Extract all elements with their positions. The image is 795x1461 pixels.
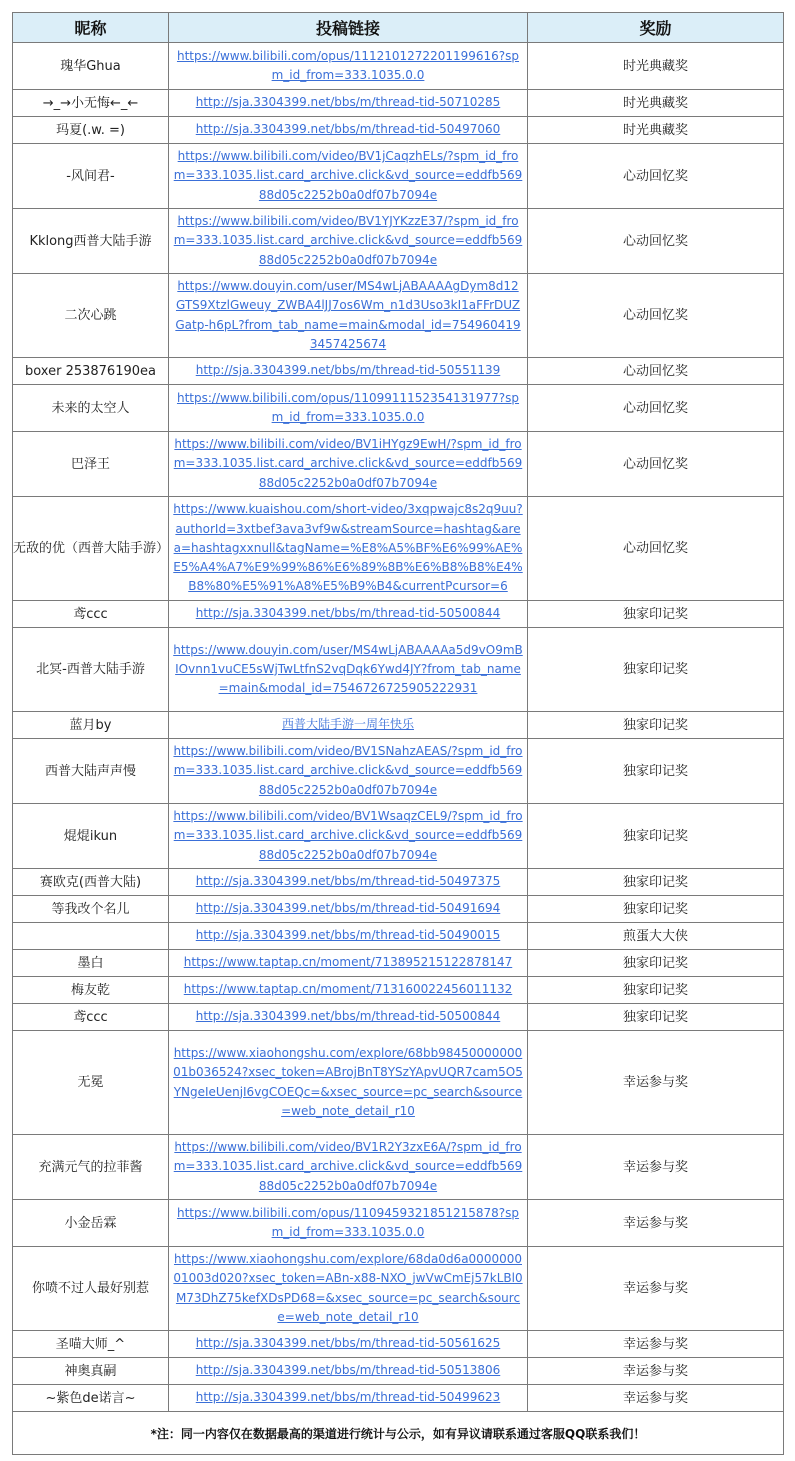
link-cell [169, 274, 528, 358]
award-cell: 心动回忆奖 [528, 497, 784, 601]
nickname-cell: boxer 253876190ea [13, 358, 169, 385]
table-header-row [13, 13, 784, 43]
award-cell: 心动回忆奖 [528, 385, 784, 432]
table-row [13, 977, 784, 1004]
nickname-cell: 瑰华Ghua [13, 43, 169, 90]
award-cell: 时光典藏奖 [528, 117, 784, 144]
link-cell [169, 923, 528, 950]
link-cell [169, 144, 528, 209]
nickname-cell: 墨白 [13, 950, 169, 977]
award-cell: 幸运参与奖 [528, 1135, 784, 1200]
submission-link[interactable]: https://www.douyin.com/user/MS4wLjABAAAAgDym8d12GTS9XtzlGweuy_ZWBA4lJJ7os6Wm_n1d3Uso3kI1aFFrDUZGatp-h6pL?from_tab_name=main&modal_id=7549604193457425674 [175, 278, 521, 351]
link-cell [169, 1031, 528, 1135]
nickname-cell: 梅友乾 [13, 977, 169, 1004]
nickname-cell: 鸢ccc [13, 601, 169, 628]
nickname-cell: 巴泽王 [13, 432, 169, 497]
submission-link[interactable]: https://www.bilibili.com/video/BV1WsaqzCEL9/?spm_id_from=333.1035.list.card_archive.click&vd_source=eddfb56988d05c2252b0a0df07b7094e [173, 809, 523, 862]
link-cell [169, 497, 528, 601]
award-cell: 独家印记奖 [528, 712, 784, 739]
table-row [13, 628, 784, 712]
link-cell [169, 1331, 528, 1358]
nickname-cell: 赛欧克(西普大陆) [13, 869, 169, 896]
link-cell [169, 712, 528, 739]
submission-link[interactable]: http://sja.3304399.net/bbs/m/thread-tid-50490015 [195, 928, 501, 943]
link-cell [169, 1247, 528, 1331]
award-cell: 心动回忆奖 [528, 209, 784, 274]
submission-link[interactable]: 西普大陆手游一周年快乐 [281, 717, 414, 732]
award-cell: 独家印记奖 [528, 601, 784, 628]
table-row [13, 209, 784, 274]
nickname-cell: 等我改个名儿 [13, 896, 169, 923]
winners-table [12, 12, 784, 1455]
nickname-cell: →_→小无悔←_← [13, 90, 169, 117]
table-row [13, 358, 784, 385]
award-cell: 独家印记奖 [528, 1004, 784, 1031]
submission-link[interactable]: https://www.taptap.cn/moment/713160022456011132 [183, 982, 513, 997]
award-cell: 幸运参与奖 [528, 1031, 784, 1135]
submission-link[interactable]: https://www.kuaishou.com/short-video/3xqpwajc8s2q9uu?authorId=3xtbef3ava3vf9w&streamSource=hashtag&area=hashtagxxnull&tagName=%E8%A5%BF%E6%99%AE%E5%A4%A7%E9%99%86%E6%89%8B%E6%B8%B8%E4%B8%80%E5%91%A8%E5%B9%B4&currentPcursor=6 [173, 502, 523, 594]
submission-link[interactable]: http://sja.3304399.net/bbs/m/thread-tid-50513806 [195, 1363, 501, 1378]
table-row [13, 1031, 784, 1135]
column-header-award: 奖励 [528, 13, 784, 43]
nickname-cell: 你喷不过人最好别惹 [13, 1247, 169, 1331]
award-cell: 幸运参与奖 [528, 1331, 784, 1358]
submission-link[interactable]: https://www.bilibili.com/opus/1109459321851215878?spm_id_from=333.1035.0.0 [176, 1205, 520, 1239]
table-row [13, 432, 784, 497]
nickname-cell: 神奥真嗣 [13, 1358, 169, 1385]
column-header-nickname: 昵称 [13, 13, 169, 43]
nickname-cell: Kklong西普大陆手游 [13, 209, 169, 274]
submission-link[interactable]: https://www.bilibili.com/video/BV1iHYgz9EwH/?spm_id_from=333.1035.list.card_archive.click&vd_source=eddfb56988d05c2252b0a0df07b7094e [173, 437, 523, 490]
link-cell [169, 869, 528, 896]
submission-link[interactable]: https://www.bilibili.com/opus/1112101272201199616?spm_id_from=333.1035.0.0 [176, 48, 520, 82]
submission-link[interactable]: https://www.taptap.cn/moment/713895215122878147 [183, 955, 513, 970]
table-row [13, 1331, 784, 1358]
table-row [13, 385, 784, 432]
footer-note: *注：同一内容仅在数据最高的渠道进行统计与公示，如有异议请联系通过客服QQ联系我们！ [13, 1412, 784, 1455]
award-cell: 独家印记奖 [528, 869, 784, 896]
table-row [13, 712, 784, 739]
submission-link[interactable]: http://sja.3304399.net/bbs/m/thread-tid-50497375 [195, 874, 501, 889]
award-cell: 独家印记奖 [528, 739, 784, 804]
table-row [13, 117, 784, 144]
award-cell: 幸运参与奖 [528, 1200, 784, 1247]
table-row [13, 1200, 784, 1247]
link-cell [169, 90, 528, 117]
table-row [13, 497, 784, 601]
submission-link[interactable]: http://sja.3304399.net/bbs/m/thread-tid-50497060 [195, 122, 501, 137]
table-row [13, 950, 784, 977]
award-cell: 幸运参与奖 [528, 1358, 784, 1385]
nickname-cell: 蓝月by [13, 712, 169, 739]
submission-link[interactable]: https://www.bilibili.com/video/BV1R2Y3zxE6A/?spm_id_from=333.1035.list.card_archive.click&vd_source=eddfb56988d05c2252b0a0df07b7094e [173, 1140, 523, 1193]
table-row [13, 144, 784, 209]
award-cell: 独家印记奖 [528, 804, 784, 869]
table-row [13, 43, 784, 90]
table-row [13, 804, 784, 869]
link-cell [169, 739, 528, 804]
link-cell [169, 385, 528, 432]
table-row [13, 1385, 784, 1412]
link-cell [169, 209, 528, 274]
submission-link[interactable]: https://www.bilibili.com/opus/1109911152354131977?spm_id_from=333.1035.0.0 [176, 390, 520, 424]
nickname-cell: 未来的太空人 [13, 385, 169, 432]
submission-link[interactable]: https://www.xiaohongshu.com/explore/68da0d6a000000001003d020?xsec_token=ABn-x88-NXO_jwVwCmEj57kLBl0M73DhZ75kefXDsPD68=&xsec_source=pc_search&source=web_note_detail_r10 [173, 1251, 523, 1324]
submission-link[interactable]: http://sja.3304399.net/bbs/m/thread-tid-50500844 [195, 1009, 501, 1024]
footer-row [13, 1412, 784, 1455]
table-row [13, 896, 784, 923]
table-row [13, 1135, 784, 1200]
award-cell: 幸运参与奖 [528, 1385, 784, 1412]
link-cell [169, 358, 528, 385]
link-cell [169, 628, 528, 712]
submission-link[interactable]: https://www.douyin.com/user/MS4wLjABAAAAa5d9vO9mBIOvnn1vuCE5sWjTwLtfnS2vqDqk6Ywd4JY?from_tab_name=main&modal_id=7546726725905222931 [173, 642, 523, 696]
nickname-cell [13, 923, 169, 950]
nickname-cell: 焜焜ikun [13, 804, 169, 869]
link-cell [169, 896, 528, 923]
submission-link[interactable]: https://www.bilibili.com/video/BV1jCaqzhELs/?spm_id_from=333.1035.list.card_archive.click&vd_source=eddfb56988d05c2252b0a0df07b7094e [173, 149, 523, 202]
award-cell: 幸运参与奖 [528, 1247, 784, 1331]
nickname-cell: 鸢ccc [13, 1004, 169, 1031]
link-cell [169, 1385, 528, 1412]
award-cell: 独家印记奖 [528, 977, 784, 1004]
submission-link[interactable]: https://www.bilibili.com/video/BV1SNahzAEAS/?spm_id_from=333.1035.list.card_archive.click&vd_source=eddfb56988d05c2252b0a0df07b7094e [173, 744, 523, 797]
award-cell: 时光典藏奖 [528, 90, 784, 117]
table-row [13, 601, 784, 628]
submission-link[interactable]: http://sja.3304399.net/bbs/m/thread-tid-50500844 [195, 606, 501, 621]
table-row [13, 923, 784, 950]
table-row [13, 1247, 784, 1331]
submission-link[interactable]: http://sja.3304399.net/bbs/m/thread-tid-50551139 [195, 363, 501, 378]
link-cell [169, 950, 528, 977]
link-cell [169, 601, 528, 628]
table-row [13, 274, 784, 358]
nickname-cell: 圣喵大师_^ [13, 1331, 169, 1358]
award-cell: 心动回忆奖 [528, 358, 784, 385]
submission-link[interactable]: http://sja.3304399.net/bbs/m/thread-tid-50710285 [195, 95, 501, 110]
nickname-cell: ~紫色de诺言~ [13, 1385, 169, 1412]
link-cell [169, 1004, 528, 1031]
link-cell [169, 117, 528, 144]
column-header-link: 投稿链接 [169, 13, 528, 43]
nickname-cell: 玛夏(.w. =) [13, 117, 169, 144]
table-row [13, 1358, 784, 1385]
nickname-cell: 北冥-西普大陆手游 [13, 628, 169, 712]
nickname-cell: 充满元气的拉菲酱 [13, 1135, 169, 1200]
link-cell [169, 804, 528, 869]
nickname-cell: -风间君- [13, 144, 169, 209]
link-cell [169, 977, 528, 1004]
nickname-cell: 二次心跳 [13, 274, 169, 358]
award-cell: 时光典藏奖 [528, 43, 784, 90]
table-row [13, 1004, 784, 1031]
award-cell: 心动回忆奖 [528, 274, 784, 358]
nickname-cell: 西普大陆声声慢 [13, 739, 169, 804]
link-cell [169, 432, 528, 497]
award-cell: 煎蛋大大侠 [528, 923, 784, 950]
award-cell: 心动回忆奖 [528, 144, 784, 209]
table-row [13, 739, 784, 804]
link-cell [169, 1358, 528, 1385]
link-cell [169, 43, 528, 90]
award-cell: 独家印记奖 [528, 950, 784, 977]
award-cell: 独家印记奖 [528, 896, 784, 923]
nickname-cell: 小金岳霖 [13, 1200, 169, 1247]
submission-link[interactable]: https://www.bilibili.com/video/BV1YJYKzzE37/?spm_id_from=333.1035.list.card_archive.click&vd_source=eddfb56988d05c2252b0a0df07b7094e [173, 214, 523, 267]
table-row [13, 869, 784, 896]
submission-link[interactable]: https://www.xiaohongshu.com/explore/68bb9845000000001b036524?xsec_token=ABrojBnT8YSzYApvUQR7cam5O5YNgeIeUenjI6vgCOEQc=&xsec_source=pc_search&source=web_note_detail_r10 [173, 1045, 523, 1118]
nickname-cell: 无冕 [13, 1031, 169, 1135]
submission-link[interactable]: http://sja.3304399.net/bbs/m/thread-tid-50491694 [195, 901, 501, 916]
submission-link[interactable]: http://sja.3304399.net/bbs/m/thread-tid-50561625 [195, 1336, 501, 1351]
link-cell [169, 1200, 528, 1247]
link-cell [169, 1135, 528, 1200]
nickname-cell: 无敌的优（西普大陆手游） [13, 497, 169, 601]
award-cell: 心动回忆奖 [528, 432, 784, 497]
award-cell: 独家印记奖 [528, 628, 784, 712]
submission-link[interactable]: http://sja.3304399.net/bbs/m/thread-tid-50499623 [195, 1390, 501, 1405]
table-row [13, 90, 784, 117]
